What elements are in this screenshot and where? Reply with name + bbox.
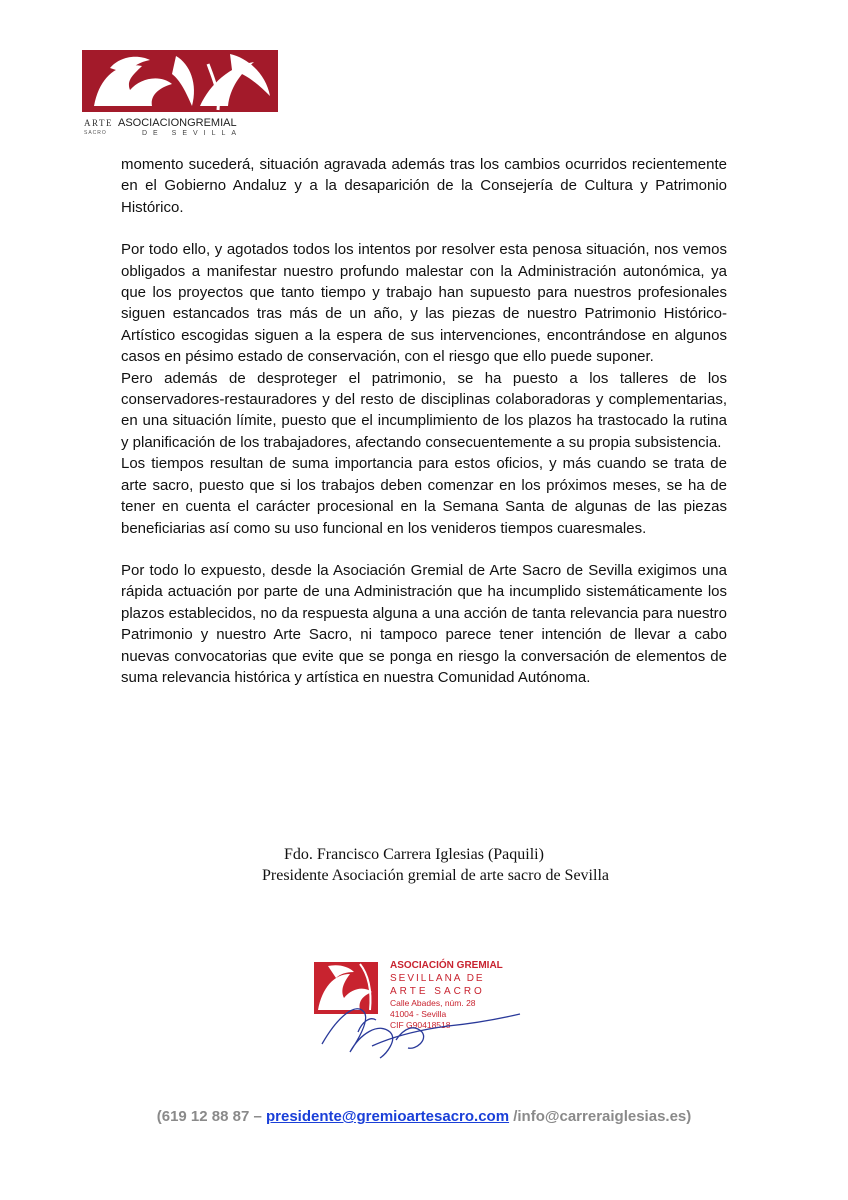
logo-word-sevilla: DE SEVILLA xyxy=(142,130,243,136)
logo-word-sacro: SACRO xyxy=(84,130,107,136)
stamp-line-2: SEVILLANA DE xyxy=(390,973,485,984)
association-stamp xyxy=(298,944,538,1064)
signatory-title: Presidente Asociación gremial de arte sacro de Sevilla xyxy=(262,867,609,884)
signatory-name: Fdo. Francisco Carrera Iglesias (Paquili) xyxy=(284,846,544,863)
stamp-line-4: Calle Abades, núm. 28 xyxy=(390,998,476,1008)
footer-email-link[interactable]: presidente@gremioartesacro.com xyxy=(266,1108,510,1125)
paragraph-2: Por todo ello, y agotados todos los intentos por resolver esta penosa situación, nos vemos obligados a manifestar nuestro profundo malestar con la Administración autonómica, ya que los proyectos que tanto tiempo y trabajo han supuesto para nuestros profesionales siguen estancados tras más de un año, y las piezas de nuestro Patrimonio Histórico-Artístico escogidas siguen a la espera de sus intervenciones, encontrándose en algunos casos en pésimo estado de conservación, con el riesgo que ello puede suponer. xyxy=(121,241,727,366)
paragraph-3: Pero además de desproteger el patrimonio, se ha puesto a los talleres de los conservadores-restauradores y del resto de disciplinas colaboradoras y complementarias, en una situación límite, puesto que el incumplimiento de los plazos ha trastocado la rutina y planificación de los trabajadores, afectando consecuentemente a su propia subsistencia. xyxy=(121,369,727,451)
footer-rest: /info@carreraiglesias.es) xyxy=(509,1108,692,1125)
paragraph-4: Los tiempos resultan de suma importancia para estos oficios, y más cuando se trata de arte sacro, puesto que si los trabajos deben comenzar en los próximos meses, se ha de tener en cuenta el carácter procesional en la Semana Santa de algunas de las piezas beneficiarias así como su uso funcional en los venideros tiempos cuaresmales. xyxy=(121,455,727,537)
logo-word-asociacion: ASOCIACIONGREMIAL xyxy=(118,117,237,129)
stamp-line-3: ARTE SACRO xyxy=(390,986,485,997)
signature-block xyxy=(262,844,682,886)
association-logo xyxy=(80,44,280,136)
paragraph-1: momento sucederá, situación agravada además tras los cambios ocurridos recientemente en el Gobierno Andaluz y a la desaparición de la Consejería de Cultura y Patrimonio Histórico. xyxy=(121,156,727,216)
logo-word-arte: ARTE xyxy=(84,118,113,128)
paragraph-5: Por todo lo expuesto, desde la Asociación Gremial de Arte Sacro de Sevilla exigimos una rápida actuación por parte de una Administración que ha incumplido sistemáticamente los plazos establecidos, no da respuesta alguna a una acción de tanta relevancia para nuestro Patrimonio y nuestro Arte Sacro, ni tampoco parece tener intención de llevar a cabo nuevas convocatorias que evite que se ponga en riesgo la conversación de elementos de suma relevancia histórica y artística en nuestra Comunidad Autónoma. xyxy=(121,561,727,686)
contact-footer xyxy=(0,1108,848,1125)
stamp-line-6: CIF G90418518 xyxy=(390,1020,451,1030)
stamp-line-5: 41004 - Sevilla xyxy=(390,1009,447,1019)
letter-body xyxy=(121,154,727,688)
stamp-line-1: ASOCIACIÓN GREMIAL xyxy=(390,960,503,971)
footer-phone: (619 12 88 87 – xyxy=(156,1108,266,1125)
